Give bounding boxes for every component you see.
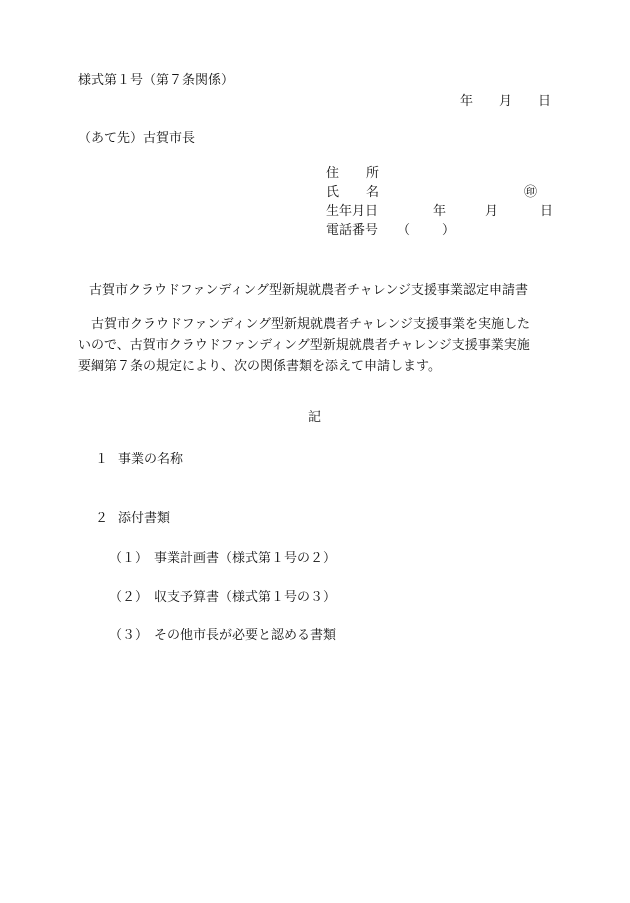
date-day-label: 日 [538, 94, 552, 109]
attachment-2-label: 収支予算書（様式第１号の３） [154, 590, 337, 605]
document-title: 古賀市クラウドファンディング型新規就農者チャレンジ支援事業認定申請書 [89, 283, 529, 298]
address-label-2: 所 [366, 166, 380, 181]
seal-mark: ㊞ [524, 185, 538, 200]
ki-heading: 記 [308, 410, 322, 425]
birth-year-label: 年 [433, 204, 447, 219]
item-2-number: ２ [95, 511, 109, 526]
body-line-3: 要綱第７条の規定により、次の関係書類を添えて申請します。 [78, 359, 441, 374]
date-month-label: 月 [499, 94, 513, 109]
name-label-2: 名 [366, 185, 380, 200]
phone-label: 電話番号 [326, 223, 379, 238]
form-number: 様式第１号（第７条関係） [78, 73, 235, 88]
birth-month-label: 月 [485, 204, 499, 219]
item-2-label: 添付書類 [118, 511, 171, 526]
attachment-1-label: 事業計画書（様式第１号の２） [154, 551, 337, 566]
name-label-1: 氏 [326, 185, 340, 200]
addressee: （あて先）古賀市長 [78, 131, 196, 146]
phone-close-paren: ） [442, 223, 456, 238]
birth-day-label: 日 [540, 204, 554, 219]
attachment-1-number: （１） [109, 551, 149, 566]
item-1-number: １ [95, 452, 109, 467]
birthdate-label: 生年月日 [326, 204, 379, 219]
body-line-1: 古賀市クラウドファンディング型新規就農者チャレンジ支援事業を実施した [78, 317, 531, 332]
address-label-1: 住 [326, 166, 340, 181]
attachment-2-number: （２） [109, 590, 149, 605]
phone-open-paren: （ [397, 223, 411, 238]
date-year-label: 年 [460, 94, 474, 109]
body-line-2: いので、古賀市クラウドファンディング型新規就農者チャレンジ支援事業実施 [78, 338, 530, 353]
item-1-label: 事業の名称 [118, 452, 184, 467]
attachment-3-label: その他市長が必要と認める書類 [154, 628, 337, 643]
body-paragraph [78, 314, 554, 377]
attachment-3-number: （３） [109, 628, 149, 643]
